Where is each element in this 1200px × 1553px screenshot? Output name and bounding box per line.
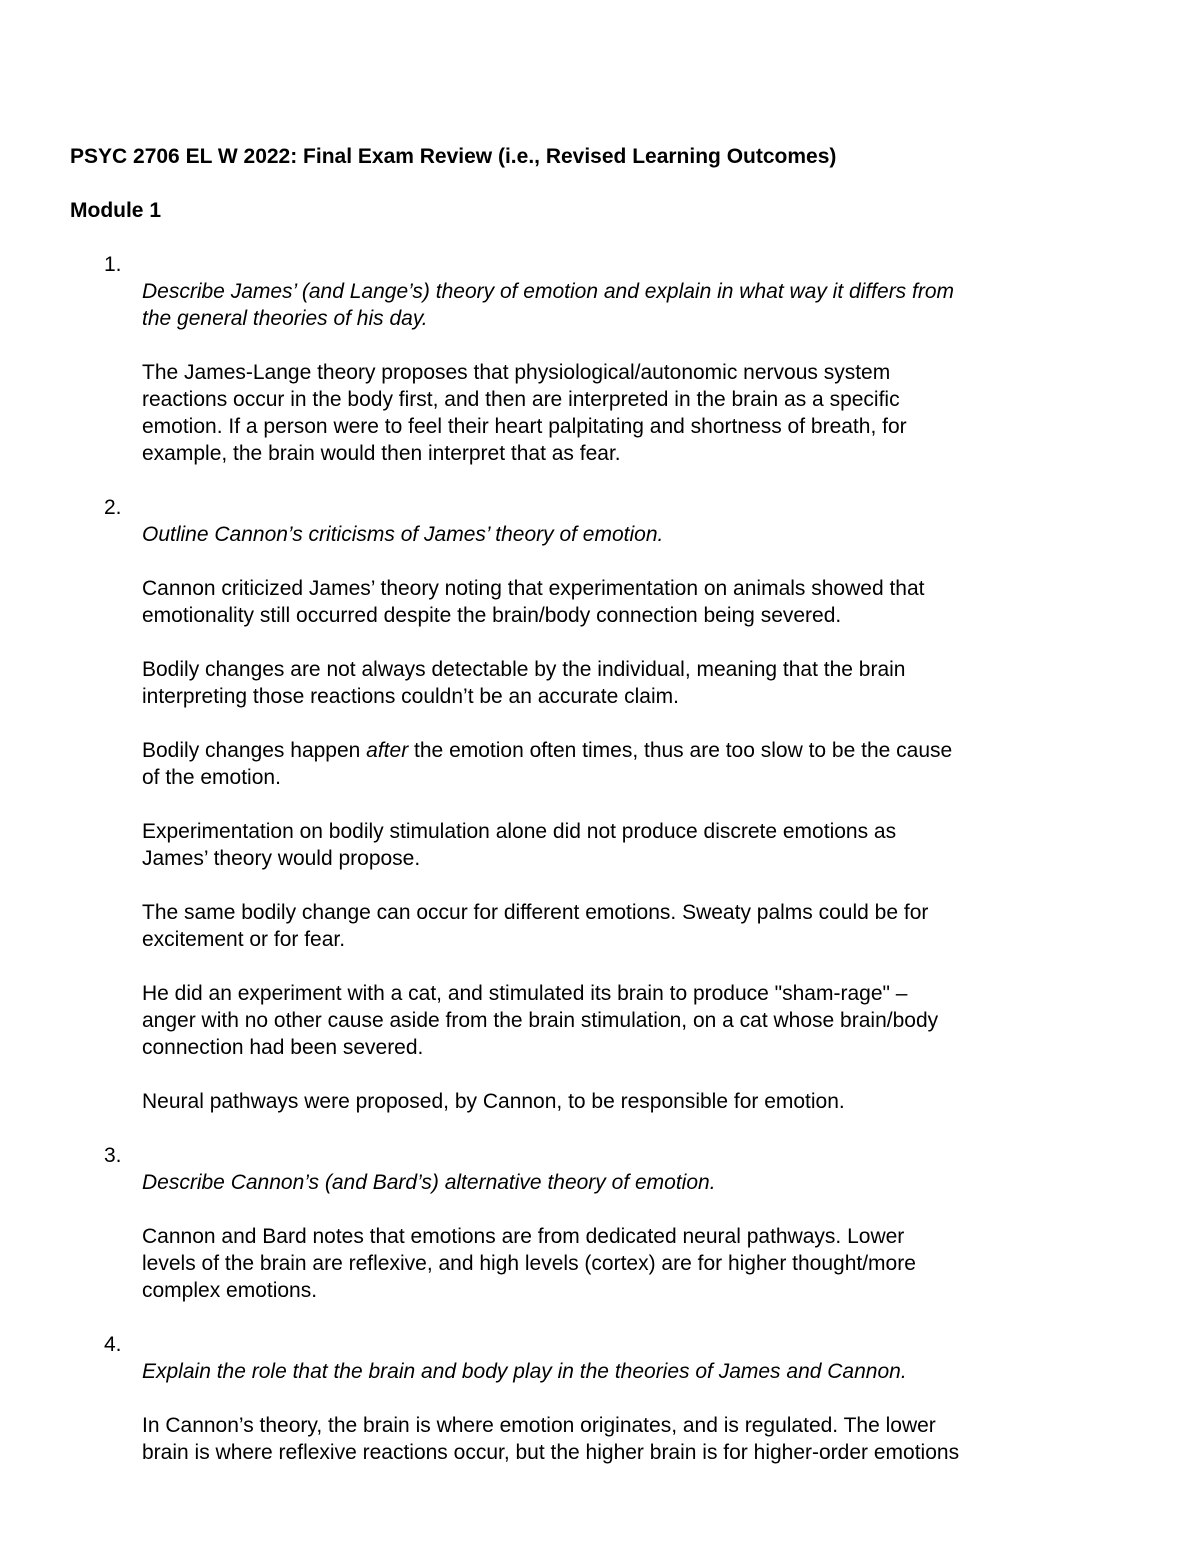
answer-paragraph: The James-Lange theory proposes that physiological/autonomic nervous system reactions occur in the body first, and then are interpreted in the brain as a specific emotion. If a person were to feel their heart palpitating and shortness of breath, for example, the brain would then interpret that as fear.	[142, 361, 907, 465]
answer-text: Bodily changes happen	[142, 739, 367, 762]
answer-paragraph: He did an experiment with a cat, and stimulated its brain to produce "sham-rage" – anger with no other cause aside from the brain stimulation, on a cat whose brain/body connection had been severed.	[142, 982, 939, 1059]
question-text: Describe Cannon’s (and Bard’s) alternative theory of emotion.	[142, 1171, 716, 1194]
module-heading: Module 1	[70, 199, 162, 222]
page-title: PSYC 2706 EL W 2022: Final Exam Review (i.e., Revised Learning Outcomes)	[70, 145, 837, 168]
question-text: Explain the role that the brain and body play in the theories of James and Cannon.	[142, 1360, 907, 1383]
question-number: 4.	[104, 1333, 122, 1356]
answer-paragraph: Bodily changes are not always detectable by the individual, meaning that the brain interpreting those reactions couldn’t be an accurate claim.	[142, 658, 906, 708]
answer-paragraph: The same bodily change can occur for different emotions. Sweaty palms could be for excitement or for fear.	[142, 901, 929, 951]
question-1	[104, 251, 1072, 332]
answer-paragraph: Cannon criticized James’ theory noting that experimentation on animals showed that emotionality still occurred despite the brain/body connection being severed.	[142, 577, 925, 627]
answer-paragraph: In Cannon’s theory, the brain is where emotion originates, and is regulated. The lower brain is where reflexive reactions occur, but the higher brain is for higher-order emotions	[142, 1414, 960, 1464]
answer-paragraph: Cannon and Bard notes that emotions are from dedicated neural pathways. Lower levels of the brain are reflexive, and high levels (cortex) are for higher thought/more complex emotions.	[142, 1225, 916, 1302]
question-number: 2.	[104, 496, 122, 519]
question-number: 1.	[104, 253, 122, 276]
question-text: Outline Cannon’s criticisms of James’ theory of emotion.	[142, 523, 664, 546]
question-4	[104, 1331, 1072, 1385]
question-3	[104, 1142, 1072, 1196]
question-2	[104, 494, 1072, 548]
answer-paragraph: Neural pathways were proposed, by Cannon, to be responsible for emotion.	[142, 1090, 845, 1113]
question-number: 3.	[104, 1144, 122, 1167]
answer-paragraph	[142, 737, 1072, 791]
question-text: Describe James’ (and Lange’s) theory of emotion and explain in what way it differs from the general theories of his day.	[142, 280, 955, 330]
answer-text: the emotion often times, thus are too slow to be the cause of the emotion.	[142, 739, 953, 789]
answer-paragraph: Experimentation on bodily stimulation alone did not produce discrete emotions as James’ theory would propose.	[142, 820, 897, 870]
question-list	[0, 251, 1200, 1466]
answer-emphasis: after	[366, 739, 409, 762]
